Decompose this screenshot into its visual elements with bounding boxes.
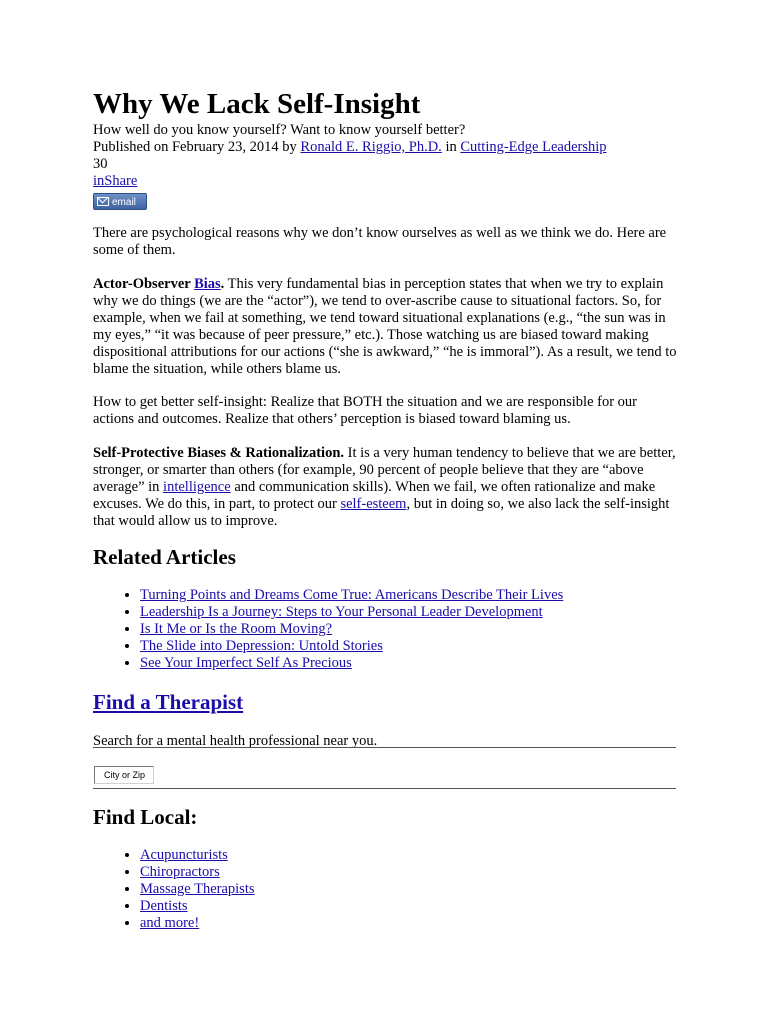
local-massage-therapists-link[interactable]: Massage Therapists [140, 881, 255, 897]
find-therapist-heading[interactable] [93, 689, 243, 715]
list-item [140, 604, 563, 621]
related-articles-list [93, 587, 563, 672]
self-protective-paragraph [93, 445, 678, 530]
article-subtitle: How well do you know yourself? Want to know yourself better? [93, 122, 466, 138]
list-item [140, 864, 255, 881]
tip-paragraph: How to get better self-insight: Realize that BOTH the situation and we are responsible for our actions and outcomes. Realize that others’ perception is biased toward blaming us. [93, 394, 638, 427]
local-acupuncturists-link[interactable]: Acupuncturists [140, 847, 228, 863]
related-article-link[interactable]: Turning Points and Dreams Come True: Americans Describe Their Lives [140, 587, 564, 603]
city-zip-input[interactable] [94, 766, 154, 784]
section-heading-self-protective: Self-Protective Biases & Rationalization. [93, 445, 345, 461]
author-link[interactable]: Ronald E. Riggio, Ph.D. [300, 139, 442, 155]
email-button-label: email [112, 197, 136, 208]
related-article-link[interactable]: See Your Imperfect Self As Precious [140, 655, 352, 671]
self-protective-body-2: and communication skills). When we fail, we often rationalize and make excuses. We do this, in part, to protect our [93, 479, 656, 512]
actor-observer-body: This very fundamental bias in perception states that when we try to explain why we do things (we are the “actor”), we tend to over-ascribe cause to situational factors. So, for example, when we fail at something, we tend toward situational explanations (e.g., “the sun was in my eyes,” “it was because of peer pressure,” etc.). Those watching us are biased toward making dispositional attributions for our actions (“she is awkward,” “he is immoral”). As a result, we tend to blame the situation, while others blame us. [93, 276, 677, 377]
list-item [140, 621, 563, 638]
related-articles-heading: Related Articles [93, 545, 236, 569]
find-local-list [93, 847, 255, 932]
article-meta [93, 122, 683, 207]
blog-link[interactable]: Cutting-Edge Leadership [460, 139, 607, 155]
share-count: 30 [93, 156, 108, 172]
list-item [140, 898, 255, 915]
byline [93, 139, 683, 156]
related-article-link[interactable]: Leadership Is a Journey: Steps to Your Personal Leader Development [140, 604, 543, 620]
intelligence-link[interactable]: intelligence [163, 479, 231, 495]
actor-observer-paragraph [93, 276, 678, 378]
self-protective-body-1: It is a very human tendency to believe that we are better, stronger, or smarter than others (for example, 90 percent of people believe that they are “above average” in [93, 445, 676, 495]
self-protective-body-3: , but in doing so, we also lack the self-insight that would allow us to improve. [93, 496, 670, 529]
envelope-icon [97, 197, 109, 206]
list-item [140, 587, 563, 604]
local-chiropractors-link[interactable]: Chiropractors [140, 864, 220, 880]
related-article-link[interactable]: Is It Me or Is the Room Moving? [140, 621, 333, 637]
section-heading-actor-observer: Actor-Observer [93, 276, 195, 292]
related-article-link[interactable]: The Slide into Depression: Untold Stories [140, 638, 383, 654]
article-title: Why We Lack Self-Insight [93, 88, 421, 120]
email-button[interactable] [93, 193, 147, 210]
section-heading-period: . [220, 276, 225, 292]
self-esteem-link[interactable]: self-esteem [340, 496, 407, 512]
list-item [140, 655, 563, 672]
list-item [140, 881, 255, 898]
find-therapist-link[interactable]: Find a Therapist [93, 690, 244, 714]
intro-paragraph: There are psychological reasons why we don’t know ourselves as well as we think we do. Here are some of them. [93, 225, 667, 258]
therapist-description: Search for a mental health professional near you. [93, 733, 378, 749]
local-dentists-link[interactable]: Dentists [140, 898, 188, 914]
list-item [140, 847, 255, 864]
list-item [140, 915, 255, 932]
find-local-heading: Find Local: [93, 805, 198, 829]
local-more-link[interactable]: and more! [140, 915, 200, 931]
divider [93, 747, 676, 748]
published-date: Published on February 23, 2014 by [93, 139, 301, 155]
byline-in: in [441, 139, 461, 155]
divider [93, 788, 676, 789]
list-item [140, 638, 563, 655]
bias-link[interactable]: Bias [194, 276, 221, 292]
inshare-link[interactable]: inShare [93, 173, 138, 189]
